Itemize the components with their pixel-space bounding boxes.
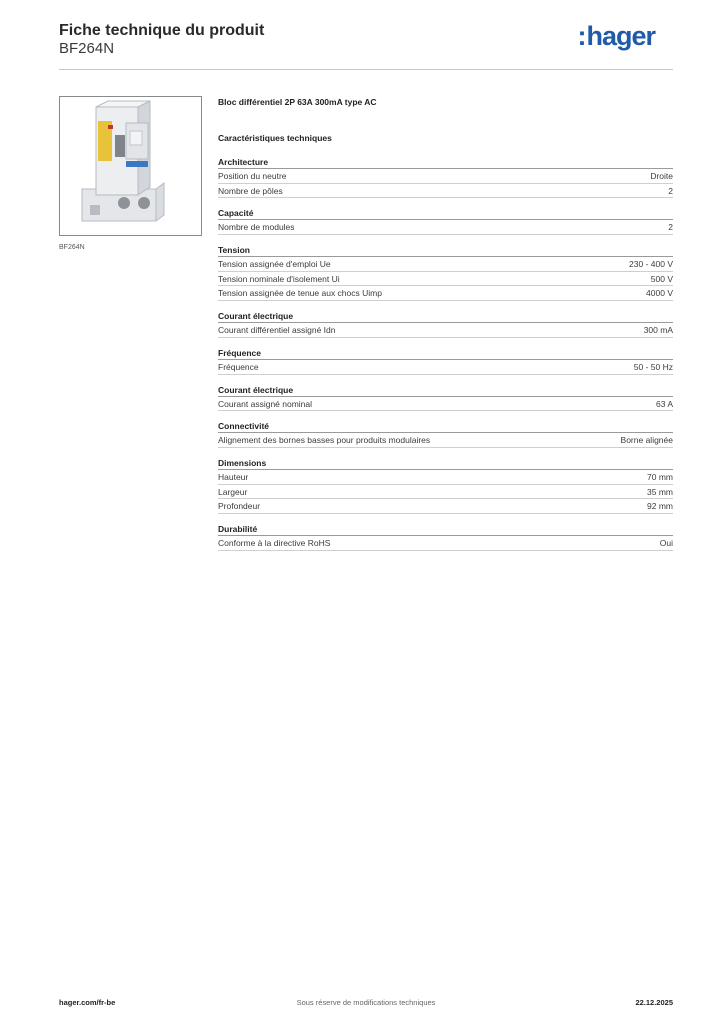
page-header (59, 20, 673, 70)
product-reference: BF264N (59, 40, 115, 57)
spec-label: Nombre de pôles (218, 185, 283, 196)
spec-label: Courant différentiel assigné Idn (218, 325, 336, 336)
spec-row (218, 536, 673, 551)
spec-value: 63 A (655, 398, 673, 409)
spec-group-title: Fréquence (218, 346, 673, 360)
spec-row (218, 397, 673, 412)
spec-value: 4000 V (646, 288, 673, 299)
logo-colon-mark: : (577, 21, 586, 51)
spec-value: 92 mm (647, 501, 673, 512)
spec-row (218, 286, 673, 301)
spec-value: 70 mm (647, 471, 673, 482)
spec-group (218, 155, 673, 198)
spec-groups (218, 155, 673, 551)
spec-label: Largeur (218, 486, 248, 497)
spec-group (218, 309, 673, 338)
spec-value: 230 - 400 V (629, 259, 673, 270)
product-image (60, 97, 201, 235)
footer-note: Sous réserve de modifications techniques (296, 998, 436, 1007)
spec-value: Oui (659, 537, 673, 548)
spec-value: Borne alignée (620, 435, 673, 446)
spec-label: Hauteur (218, 471, 249, 482)
spec-label: Nombre de modules (218, 222, 295, 233)
spec-group-title: Dimensions (218, 456, 673, 470)
spec-group (218, 206, 673, 235)
spec-row (218, 272, 673, 287)
spec-row (218, 257, 673, 272)
spec-label: Tension assignée de tenue aux chocs Uimp (218, 288, 382, 299)
section-heading: Caractéristiques techniques (218, 133, 332, 143)
spec-row (218, 360, 673, 375)
spec-group (218, 243, 673, 301)
spec-value: 2 (668, 185, 673, 196)
spec-group-title: Architecture (218, 155, 673, 169)
spec-row (218, 485, 673, 500)
spec-group-title: Courant électrique (218, 309, 673, 323)
logo-text: hager (586, 21, 655, 51)
hager-logo (577, 22, 655, 50)
spec-group (218, 383, 673, 412)
spec-value: 50 - 50 Hz (633, 361, 673, 372)
spec-group (218, 419, 673, 448)
spec-row (218, 220, 673, 235)
spec-label: Position du neutre (218, 171, 287, 181)
spec-row (218, 470, 673, 485)
spec-label: Fréquence (218, 361, 259, 372)
specifications (218, 95, 673, 551)
image-caption: BF264N (59, 244, 85, 251)
footer-date: 22.12.2025 (635, 998, 673, 1007)
spec-value: 35 mm (647, 486, 673, 497)
footer-website-link[interactable]: hager.com/fr-be (59, 998, 116, 1007)
spec-group-title: Durabilité (218, 522, 673, 536)
spec-row (218, 184, 673, 199)
spec-value: 2 (668, 222, 673, 233)
spec-group (218, 522, 673, 551)
spec-label: Alignement des bornes basses pour produits modulaires (218, 435, 431, 446)
spec-label: Courant assigné nominal (218, 398, 313, 409)
page-footer (59, 998, 673, 1010)
spec-group-title: Capacité (218, 206, 673, 220)
spec-row (218, 499, 673, 514)
product-image-frame (59, 96, 202, 236)
spec-label: Tension assignée d'emploi Ue (218, 259, 331, 270)
spec-group-title: Tension (218, 243, 673, 257)
spec-group-title: Courant électrique (218, 383, 673, 397)
spec-label: Tension nominale d'isolement Ui (218, 273, 340, 284)
spec-group (218, 456, 673, 514)
spec-value: 300 mA (643, 325, 673, 336)
spec-row (218, 323, 673, 338)
spec-group-title: Connectivité (218, 419, 673, 433)
spec-row (218, 433, 673, 448)
spec-row (218, 169, 673, 184)
spec-group (218, 346, 673, 375)
page-title: Fiche technique du produit (59, 22, 265, 39)
spec-label: Profondeur (218, 501, 261, 512)
spec-label: Conforme à la directive RoHS (218, 537, 331, 548)
spec-value: Droite (650, 171, 673, 181)
product-name: Bloc différentiel 2P 63A 300mA type AC (218, 97, 377, 107)
spec-value: 500 V (650, 273, 673, 284)
